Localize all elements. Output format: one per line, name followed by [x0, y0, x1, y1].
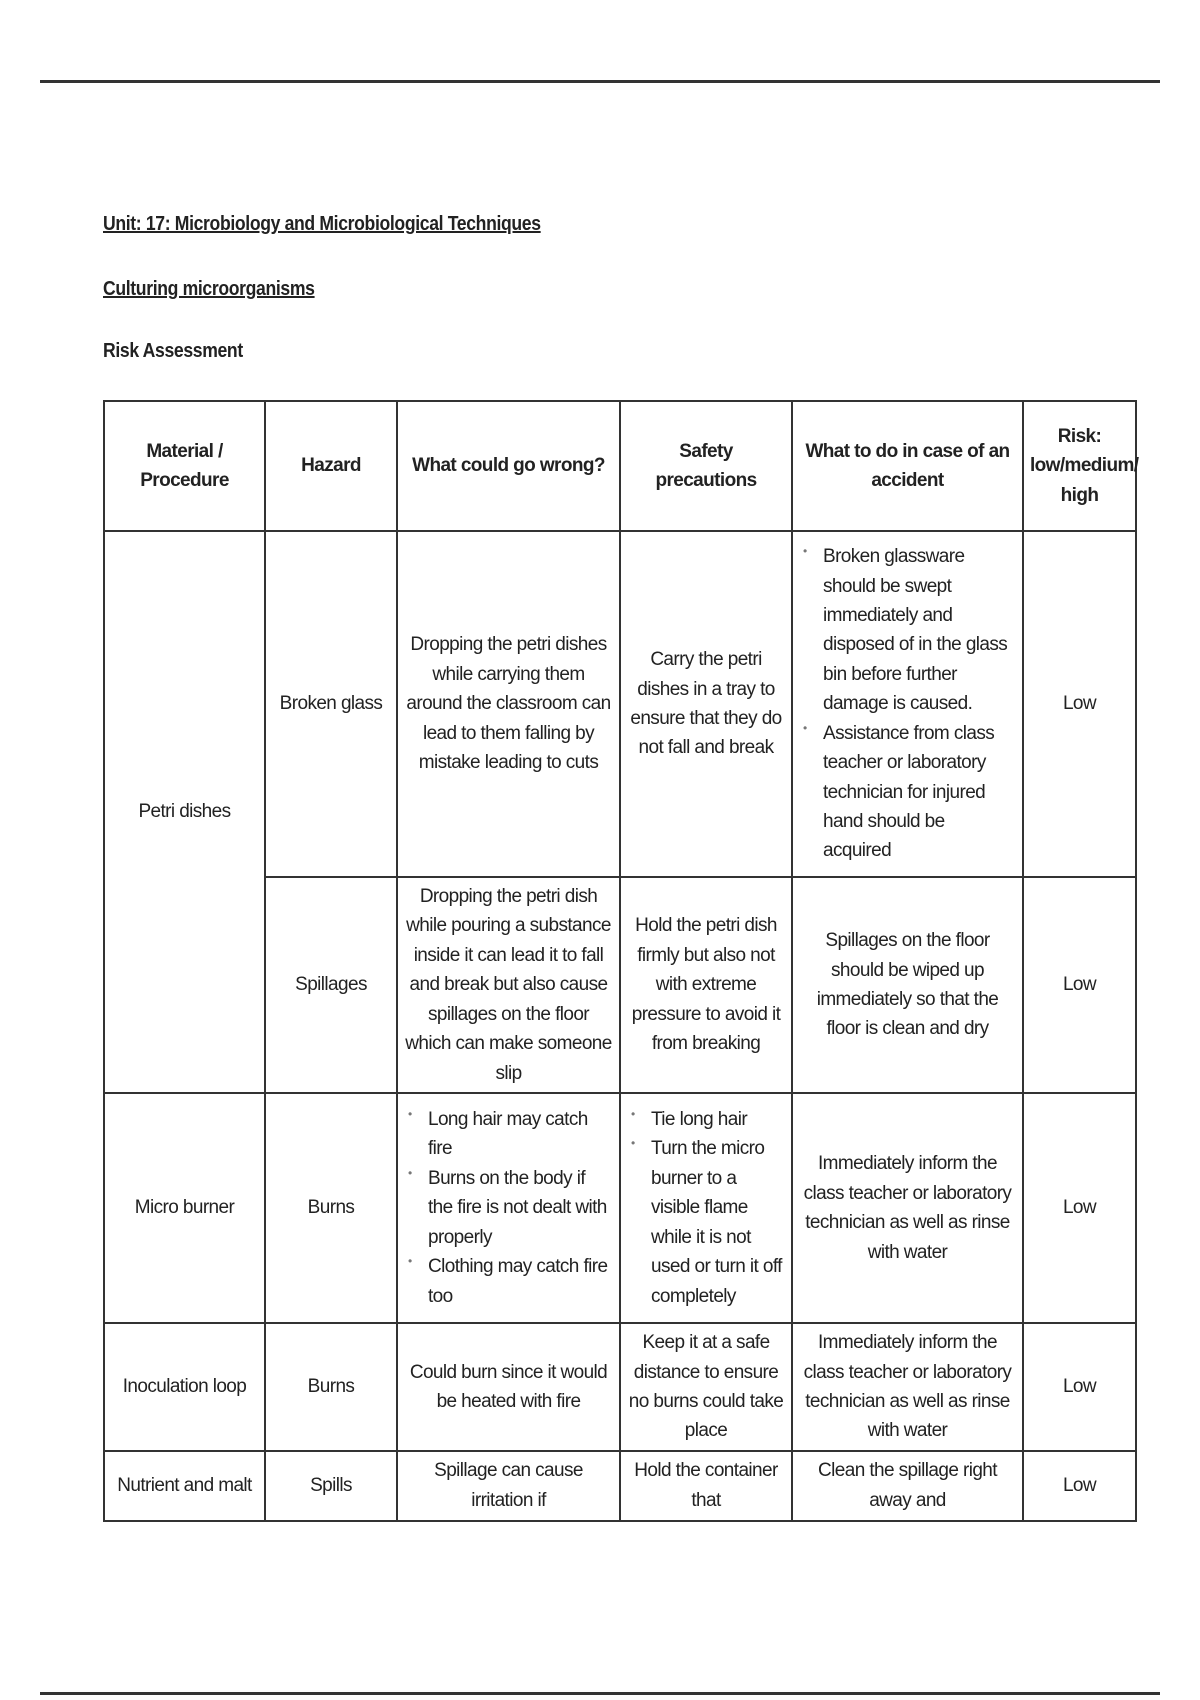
hazard-cell: Spills	[265, 1451, 397, 1521]
hazard-cell: Broken glass	[265, 531, 397, 877]
safety-precautions-cell: Keep it at a safe distance to ensure no burns could take place	[620, 1323, 792, 1451]
table-row	[104, 1093, 1136, 1323]
what-could-go-wrong-cell: Dropping the petri dishes while carrying them around the classroom can lead to them falling by mistake leading to cuts	[397, 531, 620, 877]
what-could-go-wrong-cell: Dropping the petri dish while pouring a substance inside it can lead it to fall and break but also cause spillages on the floor which can make someone slip	[397, 877, 620, 1093]
header-rule	[40, 80, 1160, 83]
list-item: • Burns on the body if the fire is not dealt with properly	[404, 1164, 613, 1252]
table-header-row	[104, 401, 1136, 531]
safety-precautions-cell: Hold the petri dish firmly but also not with extreme pressure to avoid it from breaking	[620, 877, 792, 1093]
list-item: • Tie long hair	[627, 1105, 785, 1134]
material-cell: Micro burner	[104, 1093, 265, 1323]
list-item: • Clothing may catch fire too	[404, 1252, 613, 1311]
table-row	[104, 1451, 1136, 1521]
hazard-cell: Spillages	[265, 877, 397, 1093]
safety-precautions-cell: Carry the petri dishes in a tray to ensure that they do not fall and break	[620, 531, 792, 877]
safety-precautions-cell	[620, 1093, 792, 1323]
risk-level-cell: Low	[1023, 531, 1136, 877]
what-could-go-wrong-cell: Spillage can cause irritation if	[397, 1451, 620, 1521]
table-row	[104, 1323, 1136, 1451]
risk-assessment-heading: Risk Assessment	[103, 340, 243, 362]
risk-level-cell: Low	[1023, 1093, 1136, 1323]
risk-level-cell: Low	[1023, 1323, 1136, 1451]
list-item: • Assistance from class teacher or laboratory technician for injured hand should be acquired	[799, 719, 1016, 866]
accident-response-cell: Spillages on the floor should be wiped up immediately so that the floor is clean and dry	[792, 877, 1023, 1093]
material-cell: Inoculation loop	[104, 1323, 265, 1451]
risk-assessment-table	[103, 400, 1137, 1522]
unit-heading: Unit: 17: Microbiology and Microbiological Techniques	[103, 213, 541, 235]
material-cell: Petri dishes	[104, 531, 265, 1093]
header-safety-precautions: Safety precautions	[620, 401, 792, 531]
list-item: • Turn the micro burner to a visible flame while it is not used or turn it off completely	[627, 1134, 785, 1311]
header-accident-response: What to do in case of an accident	[792, 401, 1023, 531]
header-hazard: Hazard	[265, 401, 397, 531]
hazard-cell: Burns	[265, 1093, 397, 1323]
accident-response-cell: Clean the spillage right away and	[792, 1451, 1023, 1521]
accident-response-cell	[792, 531, 1023, 877]
accident-response-cell: Immediately inform the class teacher or laboratory technician as well as rinse with water	[792, 1323, 1023, 1451]
list-item: • Broken glassware should be swept immediately and disposed of in the glass bin before further damage is caused.	[799, 542, 1016, 719]
what-could-go-wrong-cell: Could burn since it would be heated with fire	[397, 1323, 620, 1451]
risk-level-cell: Low	[1023, 877, 1136, 1093]
section-heading: Culturing microorganisms	[103, 278, 315, 300]
hazard-cell: Burns	[265, 1323, 397, 1451]
list-item: • Long hair may catch fire	[404, 1105, 613, 1164]
header-what-could-go-wrong: What could go wrong?	[397, 401, 620, 531]
footer-rule	[40, 1692, 1160, 1695]
header-risk-level: Risk: low/medium/ high	[1023, 401, 1136, 531]
header-material: Material / Procedure	[104, 401, 265, 531]
material-cell: Nutrient and malt	[104, 1451, 265, 1521]
what-could-go-wrong-cell	[397, 1093, 620, 1323]
table-row	[104, 531, 1136, 877]
accident-response-cell: Immediately inform the class teacher or laboratory technician as well as rinse with water	[792, 1093, 1023, 1323]
risk-level-cell: Low	[1023, 1451, 1136, 1521]
safety-precautions-cell: Hold the container that	[620, 1451, 792, 1521]
